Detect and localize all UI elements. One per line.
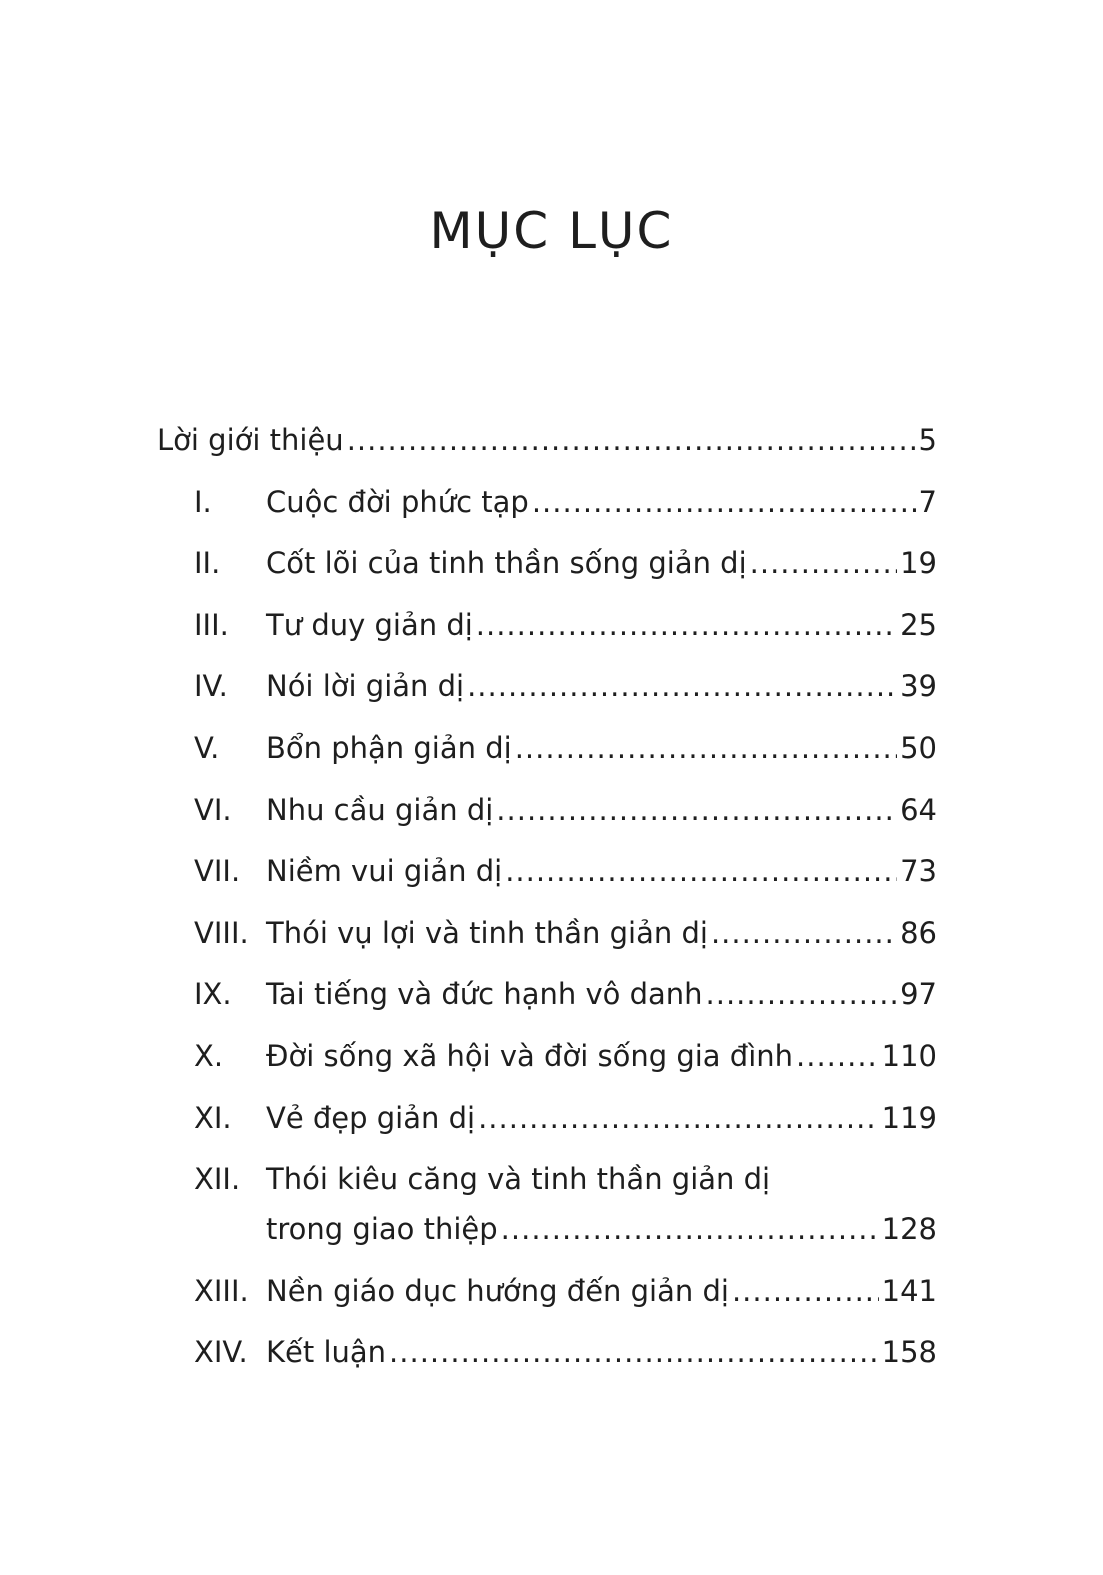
toc-entry-label: Cốt lõi của tinh thần sống giản dị [266,546,747,581]
page-title: MỤC LỤC [429,202,674,260]
toc-entry-label-line-1: Thói kiêu căng và tinh thần giản dị [266,1162,771,1197]
toc-entry-page: 7 [918,484,937,519]
toc-entry-chapter-14 [157,1322,937,1384]
toc-entry-label: Tư duy giản dị [266,607,473,642]
dot-leader [505,841,897,903]
chapter-number: III. [194,607,229,642]
chapter-number: IX. [194,977,232,1012]
toc-entry-chapter-2 [157,533,937,595]
toc-entry-label: Vẻ đẹp giản dị [266,1100,476,1135]
toc-entry-page: 158 [881,1335,937,1370]
toc-entry-page: 25 [900,607,937,642]
toc-entry-chapter-6 [157,780,937,842]
dot-leader [732,1261,879,1323]
chapter-number: V. [194,730,220,765]
toc-entry-chapter-9 [157,964,937,1026]
toc-entry-label: Nói lời giản dị [266,669,465,704]
toc-entry-page: 141 [881,1273,937,1308]
chapter-number: XIV. [194,1335,248,1370]
toc-entry-label: Nhu cầu giản dị [266,792,494,827]
dot-leader [515,718,897,780]
dot-leader [750,533,897,595]
dot-leader [478,1088,879,1150]
toc-entry-page: 19 [900,546,937,581]
toc-entry-chapter-11 [157,1088,937,1150]
chapter-number: XI. [194,1100,232,1135]
chapter-number: XIII. [194,1273,249,1308]
chapter-number: VII. [194,854,241,889]
chapter-number: IV. [194,669,228,704]
toc-entry-page: 128 [881,1212,937,1247]
toc-entry-label: Tai tiếng và đức hạnh vô danh [266,977,703,1012]
toc-entry-chapter-1 [157,472,937,534]
dot-leader [389,1322,879,1384]
toc-entry-label: Thói vụ lợi và tinh thần giản dị [266,915,708,950]
chapter-number: X. [194,1038,224,1073]
dot-leader [796,1026,879,1088]
dot-leader [467,656,897,718]
toc-entry-chapter-13 [157,1261,937,1323]
toc-entry-label-line-2: trong giao thiệp [266,1212,498,1247]
toc-entry-intro [157,410,937,472]
toc-entry-label: Lời giới thiệu [157,423,344,457]
toc-entry-label: Đời sống xã hội và đời sống gia đình [266,1038,794,1073]
toc-entry-chapter-12 [157,1149,937,1261]
toc-entry-page: 110 [881,1038,937,1073]
toc-entry-page: 39 [900,669,937,704]
toc-entry-page: 97 [900,977,937,1012]
chapter-number: VIII. [194,915,249,950]
toc-entry-label: Nền giáo dục hướng đến giản dị [266,1273,729,1308]
dot-leader [496,780,897,842]
toc-entry-page: 64 [900,792,937,827]
toc-entry-page: 5 [918,423,937,457]
dot-leader [501,1199,879,1261]
toc-entry-page: 73 [900,854,937,889]
chapter-number: VI. [194,792,232,827]
table-of-contents [157,410,937,1384]
toc-entry-chapter-4 [157,656,937,718]
toc-entry-label: Cuộc đời phức tạp [266,484,529,519]
toc-entry-label: Kết luận [266,1335,387,1370]
toc-entry-label: Niềm vui giản dị [266,854,503,889]
dot-leader [476,595,897,657]
toc-entry-chapter-5 [157,718,937,780]
chapter-number: I. [194,484,212,519]
toc-entry-chapter-3 [157,595,937,657]
dot-leader [347,410,916,472]
toc-entry-page: 86 [900,915,937,950]
toc-entry-chapter-7 [157,841,937,903]
chapter-number: XII. [194,1162,241,1197]
dot-leader [532,472,916,534]
dot-leader [711,903,897,965]
chapter-number: II. [194,546,221,581]
toc-entry-page: 119 [881,1100,937,1135]
toc-entry-chapter-8 [157,903,937,965]
dot-leader [706,964,898,1026]
toc-entry-chapter-10 [157,1026,937,1088]
toc-entry-label: Bổn phận giản dị [266,730,512,765]
toc-entry-page: 50 [900,730,937,765]
